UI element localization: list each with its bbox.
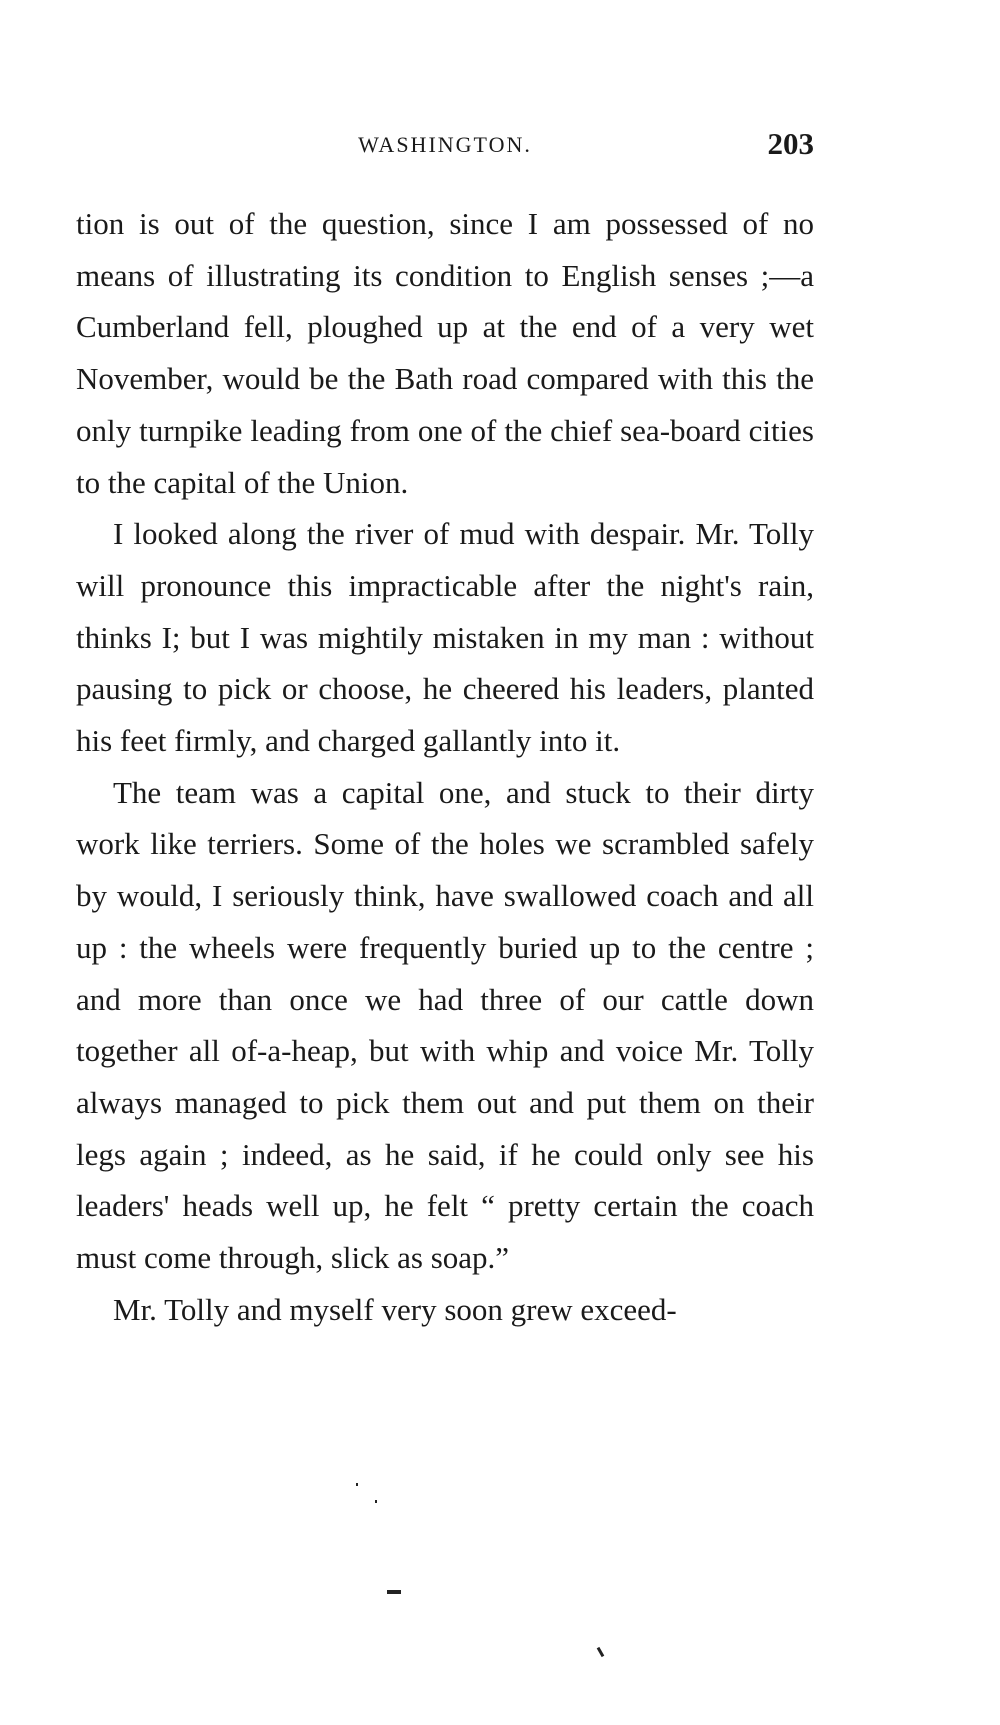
scan-speck	[356, 1483, 358, 1486]
paragraph-1: tion is out of the question, since I am possessed of no means of illustrating its condition to English senses ;—a Cumberland fell, ploughed up at the end of a very wet November, would be the Bath road compared with this the only turnpike leading from one of the chief sea-board cities to the capital of the Union.	[76, 206, 814, 500]
page-number: 203	[767, 126, 814, 161]
scan-speck	[375, 1500, 377, 1503]
paragraph-4: Mr. Tolly and myself very soon grew exceed-	[113, 1291, 677, 1327]
running-head: WASHINGTON.	[358, 132, 532, 157]
body-text	[76, 198, 814, 1335]
paragraph-3: The team was a capital one, and stuck to their dirty work like terriers. Some of the holes we scrambled safely by would, I seriously think, have swallowed coach and all up : the wheels were frequently buried up to the centre ; and more than once we had three of our cattle down together all of-a-heap, but with whip and voice Mr. Tolly always managed to pick them out and put them on their legs again ; indeed, as he said, if he could only see his leaders' heads well up, he felt “ pretty certain the coach must come through, slick as soap.”	[76, 774, 814, 1276]
paragraph-2: I looked along the river of mud with despair. Mr. Tolly will pronounce this impracticable after the night's rain, thinks I; but I was mightily mistaken in my man : without pausing to pick or choose, he cheered his leaders, planted his feet firmly, and charged gallantly into it.	[76, 516, 814, 759]
scan-speck	[597, 1647, 605, 1657]
page-header	[76, 126, 814, 172]
scan-speck	[387, 1590, 401, 1594]
